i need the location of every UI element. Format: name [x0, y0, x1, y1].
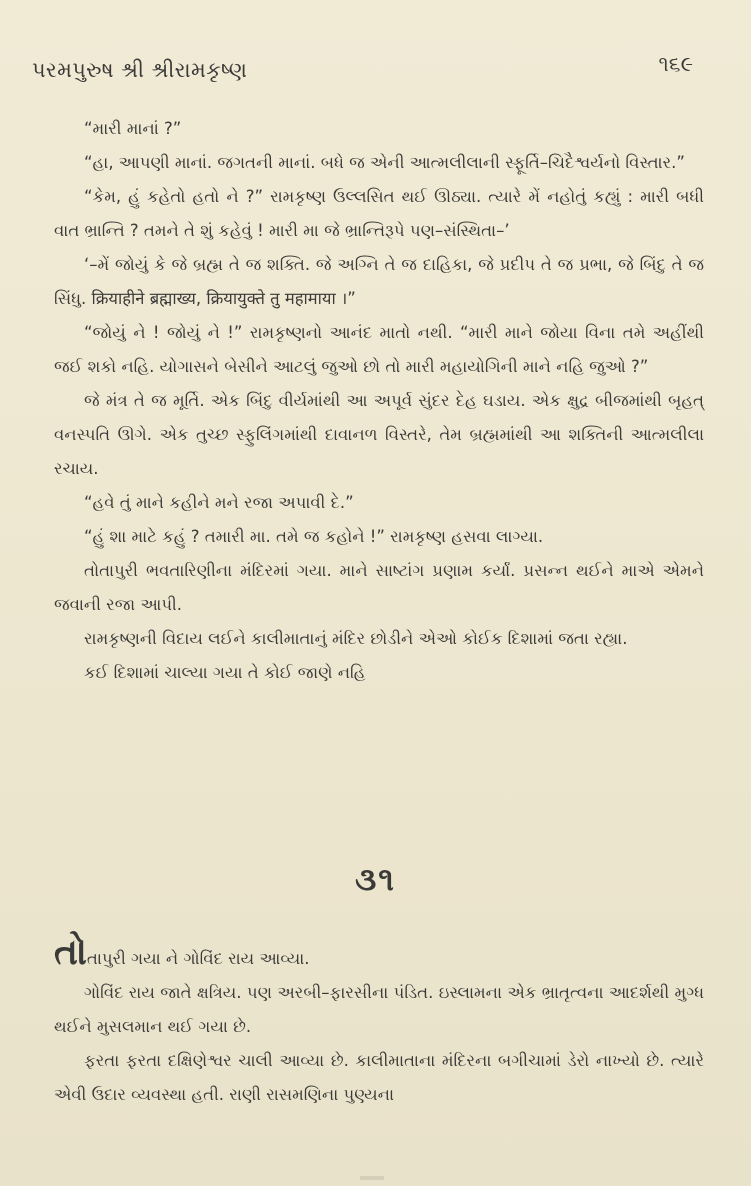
- paragraph: ગોવિંદ રાય જાતે ક્ષત્રિય. પણ અરબી–ફારસીના પંડિત. ઇસ્લામના એક ભ્રાતૃત્વના આદર્શથી મુગ્ધ થઈને મુસલમાન થઈ ગયા છે.: [54, 983, 704, 1036]
- paragraph: “હવે તું માને કહીને મને રજા અપાવી દે.”: [84, 493, 354, 512]
- chapter-opening-paragraph: [54, 932, 704, 976]
- opening-line-text: તાપુરી ગયા ને ગોવિંદ રાય આવ્યા.: [86, 949, 310, 968]
- drop-cap: તો: [54, 932, 87, 973]
- paragraph: જે મંત્ર તે જ મૂર્તિ. એક બિંદુ વીર્યમાંથી આ અપૂર્વ સુંદર દેહ ઘડાય. એક ક્ષુદ્ર બીજમાંથી બૃહત્ વનસ્પતિ ઊગે. એક તુચ્છ સ્ફુલિંગમાંથી દાવાનળ વિસ્તરે, તેમ બ્રહ્મમાંથી આ શક્તિની આત્મલીલા રચાય.: [54, 391, 704, 478]
- paragraph: કઈ દિશામાં ચાલ્યા ગયા તે કોઈ જાણે નહિ: [84, 663, 366, 682]
- paragraph: “જોયું ને ! જોયું ને !” રામકૃષ્ણનો આનંદ માતો નથી. “મારી માને જોયા વિના તમે અહીંથી જઈ શકો નહિ. યોગાસને બેસીને આટલું જુઓ છો તો મારી મહાયોગિની માને નહિ જુઓ ?”: [54, 323, 704, 376]
- paragraph: તોતાપુરી ભવતારિણીના મંદિરમાં ગયા. માને સાષ્ટાંગ પ્રણામ કર્યાં. પ્રસન્ન થઈને માએ એમને જવાની રજા આપી.: [54, 561, 704, 614]
- running-head-title: પરમપુરુષ શ્રી શ્રીરામકૃષ્ણ: [32, 58, 248, 82]
- page-number: ૧૬૯: [658, 52, 693, 76]
- paper-smudge: [360, 1176, 384, 1180]
- paragraph: “મારી માનાં ?”: [84, 119, 182, 138]
- paragraph: “કેમ, હું કહેતો હતો ને ?” રામકૃષ્ણ ઉલ્લસિત થઈ ઊઠ્યા. ત્યારે મેં નહોતું કહ્યું : મારી બધી વાત ભ્રાન્તિ ? તમને તે શું કહેવું ! મારી મા જે ભ્રાન્તિરૂપે પણ–સંસ્થિતા–’: [54, 187, 704, 240]
- paragraph: ફરતા ફરતા દક્ષિણેશ્વર ચાલી આવ્યા છે. કાલીમાતાના મંદિરના બગીચામાં ડેરો નાખ્યો છે. ત્યારે એવી ઉદાર વ્યવસ્થા હતી. રાણી રાસમણિના પુણ્યના: [54, 1051, 704, 1104]
- chapter-number: ૩૧: [355, 860, 396, 898]
- body-text: [54, 112, 704, 690]
- paragraph: “હા, આપણી માનાં. જગતની માનાં. બધે જ એની આત્મલીલાની સ્ફૂર્તિ–ચિદૈશ્વર્યનો વિસ્તાર.”: [84, 153, 685, 172]
- paragraph: રામકૃષ્ણની વિદાય લઈને કાલીમાતાનું મંદિર છોડીને એઓ કોઈક દિશામાં જતા રહ્યા.: [84, 629, 628, 648]
- paragraph: “હું શા માટે કહું ? તમારી મા. તમે જ કહોને !” રામકૃષ્ણ હસવા લાગ્યા.: [84, 527, 544, 546]
- paragraph: ‘–મેં જોયું કે જે બ્રહ્મ તે જ શક્તિ. જે અગ્નિ તે જ દાહિકા, જે પ્રદીપ તે જ પ્રભા, જે બિંદુ તે જ સિંધુ. क्रियाहीने ब्रह्माख्य, क्रियायुक्ते तु महामाया ।”: [54, 255, 704, 308]
- chapter-text: [54, 932, 704, 1112]
